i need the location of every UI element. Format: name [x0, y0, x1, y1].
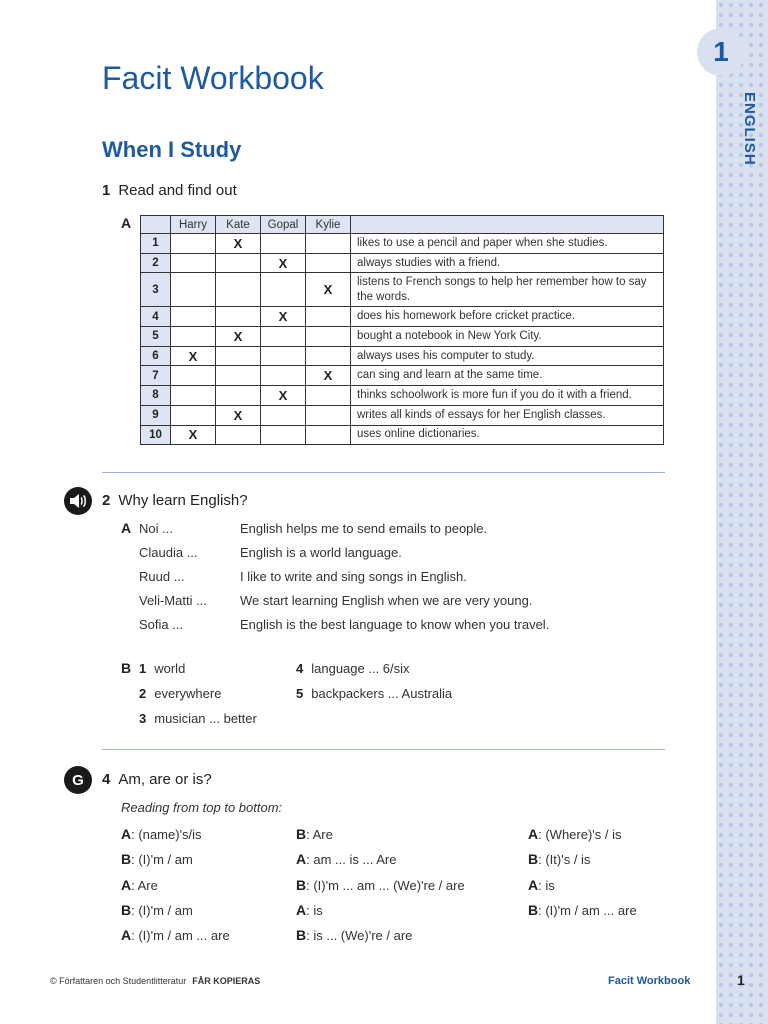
answer-grid	[140, 215, 664, 445]
section-1-heading	[102, 182, 237, 199]
grid-row	[141, 405, 664, 425]
grid-corner	[141, 216, 171, 234]
dialogue-answer	[528, 902, 637, 918]
grid-mark-cell	[261, 346, 306, 366]
grid-row	[141, 327, 664, 347]
speaker-letter: A	[121, 927, 132, 944]
section-2-part-b: B	[121, 660, 132, 676]
statement-cell: uses online dictionaries.	[351, 425, 664, 445]
speaker-icon	[64, 487, 92, 515]
b-answer-item	[139, 711, 257, 726]
grid-mark-cell	[171, 386, 216, 406]
dialogue-answer	[296, 902, 323, 918]
answer-text: : (name)'s/is	[131, 827, 202, 842]
grid-mark-cell: X	[171, 346, 216, 366]
b-answer-text: backpackers ... Australia	[311, 686, 453, 701]
statement-cell: thinks schoolwork is more fun if you do it with a friend.	[351, 386, 664, 406]
b-answer-item	[139, 661, 185, 676]
dialogue-answer	[528, 826, 622, 842]
grid-mark-cell	[306, 386, 351, 406]
reason-speaker: Ruud ...	[139, 569, 185, 584]
section-4-heading	[102, 771, 212, 788]
reason-speaker: Claudia ...	[139, 545, 198, 560]
grid-mark-cell	[171, 366, 216, 386]
dialogue-answer	[528, 851, 590, 867]
answer-text: : (Where)'s / is	[538, 827, 622, 842]
answer-text: : (I)'m / am ... are	[538, 902, 637, 918]
dialogue-answer	[121, 851, 193, 867]
grid-mark-cell: X	[261, 386, 306, 406]
speaker-letter: B	[528, 851, 539, 868]
statement-cell: likes to use a pencil and paper when she studies.	[351, 234, 664, 254]
grid-mark-cell	[216, 386, 261, 406]
b-answer-text: everywhere	[154, 686, 222, 701]
grid-mark-cell	[261, 273, 306, 307]
speaker-letter: B	[296, 876, 307, 893]
row-number: 10	[141, 425, 171, 445]
grid-mark-cell	[171, 234, 216, 254]
b-answer-text: language ... 6/six	[311, 661, 410, 676]
section-4-instruction: Reading from top to bottom:	[121, 800, 283, 815]
reason-speaker: Noi ...	[139, 521, 173, 536]
grid-mark-cell	[216, 366, 261, 386]
row-number: 4	[141, 307, 171, 327]
speaker-letter: B	[528, 901, 539, 918]
row-number: 6	[141, 346, 171, 366]
row-number: 1	[141, 234, 171, 254]
speaker-letter: A	[121, 876, 132, 893]
grid-row	[141, 253, 664, 273]
row-number: 8	[141, 386, 171, 406]
dialogue-answer	[121, 877, 158, 893]
speaker-letter: B	[296, 826, 307, 842]
speaker-letter: A	[528, 826, 539, 842]
speaker-letter: B	[121, 851, 132, 868]
b-answer-text: world	[154, 661, 186, 676]
section-2-title: Why learn English?	[118, 492, 248, 509]
subject-label: ENGLISH	[741, 92, 758, 166]
grid-mark-cell	[216, 273, 261, 307]
statement-cell: does his homework before cricket practice.	[351, 307, 664, 327]
dialogue-answer	[296, 826, 333, 842]
b-answer-item	[296, 661, 410, 676]
grid-col-header: Gopal	[261, 216, 306, 234]
dialogue-answer	[296, 877, 465, 893]
section-1-part-a: A	[121, 215, 132, 231]
dialogue-answer	[296, 851, 396, 867]
b-answer-number: 3	[139, 711, 147, 726]
grid-mark-cell	[306, 425, 351, 445]
row-number: 5	[141, 327, 171, 347]
row-number: 3	[141, 273, 171, 307]
row-number: 2	[141, 253, 171, 273]
grid-statement-header	[351, 216, 664, 234]
statement-cell: bought a notebook in New York City.	[351, 327, 664, 347]
grid-col-header: Harry	[171, 216, 216, 234]
grid-mark-cell	[216, 346, 261, 366]
grid-row	[141, 386, 664, 406]
footer-book-title: Facit Workbook	[608, 975, 691, 987]
grammar-icon	[64, 766, 92, 794]
b-answer-item	[139, 686, 221, 701]
section-1-title: Read and find out	[118, 182, 237, 199]
b-answer-number: 5	[296, 686, 304, 701]
section-4-title: Am, are or is?	[118, 771, 212, 788]
grid-mark-cell	[171, 307, 216, 327]
chapter-number: 1	[697, 28, 745, 76]
answer-text: : is	[306, 902, 323, 918]
grid-mark-cell: X	[261, 253, 306, 273]
b-answer-number: 1	[139, 661, 147, 676]
grid-mark-cell: X	[171, 425, 216, 445]
grid-mark-cell	[261, 405, 306, 425]
dialogue-answer	[121, 927, 230, 943]
grid-mark-cell: X	[306, 273, 351, 307]
grid-mark-cell	[216, 253, 261, 273]
grid-mark-cell	[171, 327, 216, 347]
grid-mark-cell	[306, 346, 351, 366]
reason-text: We start learning English when we are very young.	[240, 593, 533, 608]
grid-mark-cell	[216, 425, 261, 445]
grid-row	[141, 425, 664, 445]
answer-text: : (I)'m / am	[131, 852, 193, 868]
grid-mark-cell: X	[261, 307, 306, 327]
page-number: 1	[737, 972, 745, 988]
row-number: 7	[141, 366, 171, 386]
grid-row	[141, 366, 664, 386]
speaker-letter: A	[121, 826, 132, 842]
speaker-letter: A	[528, 876, 539, 893]
section-2-number: 2	[102, 492, 111, 509]
answer-text: : (I)'m ... am ... (We)'re / are	[306, 877, 465, 893]
grid-mark-cell	[306, 405, 351, 425]
page-subtitle: When I Study	[102, 137, 242, 162]
row-number: 9	[141, 405, 171, 425]
reason-text: English is a world language.	[240, 545, 402, 560]
dialogue-answer	[528, 877, 555, 893]
statement-cell: always studies with a friend.	[351, 253, 664, 273]
statement-cell: writes all kinds of essays for her English classes.	[351, 405, 664, 425]
grid-row	[141, 234, 664, 254]
grid-mark-cell	[261, 327, 306, 347]
dialogue-answer	[296, 927, 412, 943]
b-answer-item	[296, 686, 452, 701]
grid-header-row	[141, 216, 664, 234]
grid-row	[141, 307, 664, 327]
speaker-letter: A	[296, 901, 307, 918]
grid-col-header: Kylie	[306, 216, 351, 234]
answer-text: : is ... (We)'re / are	[306, 928, 413, 944]
speaker-letter: A	[296, 851, 307, 868]
grid-mark-cell	[171, 253, 216, 273]
grid-mark-cell: X	[216, 234, 261, 254]
statement-cell: can sing and learn at the same time.	[351, 366, 664, 386]
statement-cell: always uses his computer to study.	[351, 346, 664, 366]
grid-mark-cell	[261, 425, 306, 445]
grid-mark-cell	[306, 234, 351, 254]
section-divider	[102, 472, 665, 473]
grid-row	[141, 346, 664, 366]
grid-mark-cell: X	[216, 327, 261, 347]
grid-mark-cell	[306, 307, 351, 327]
reason-text: I like to write and sing songs in English.	[240, 569, 467, 584]
reason-text: English is the best language to know when you travel.	[240, 617, 550, 632]
speaker-letter: B	[296, 927, 307, 944]
section-2-heading	[102, 492, 248, 509]
page-title: Facit Workbook	[102, 60, 324, 96]
answer-text: : is	[538, 877, 555, 893]
grid-col-header: Kate	[216, 216, 261, 234]
grid-mark-cell	[171, 273, 216, 307]
grid-mark-cell	[261, 366, 306, 386]
answer-text: : Are	[306, 827, 333, 842]
copy-note: FÅR KOPIERAS	[192, 976, 261, 986]
b-answer-text: musician ... better	[154, 711, 257, 726]
reason-speaker: Veli-Matti ...	[139, 593, 207, 608]
b-answer-number: 2	[139, 686, 147, 701]
grid-mark-cell	[306, 253, 351, 273]
speaker-letter: B	[121, 901, 132, 918]
answer-text: : am ... is ... Are	[306, 852, 397, 868]
section-2-part-a: A	[121, 520, 132, 536]
grid-mark-cell	[261, 234, 306, 254]
answer-text: : Are	[131, 877, 158, 893]
answer-text: : (It)'s / is	[538, 852, 591, 868]
section-1-number: 1	[102, 182, 111, 199]
grid-row	[141, 273, 664, 307]
section-divider	[102, 749, 665, 750]
dialogue-answer	[121, 902, 193, 918]
grid-mark-cell	[171, 405, 216, 425]
answer-text: : (I)'m / am ... are	[131, 928, 230, 944]
answer-text: : (I)'m / am	[131, 902, 193, 918]
footer-copyright	[50, 976, 260, 986]
grid-mark-cell	[216, 307, 261, 327]
section-4-number: 4	[102, 771, 111, 788]
statement-cell: listens to French songs to help her remember how to say the words.	[351, 273, 664, 307]
copyright-text: © Författaren och Studentlitteratur	[50, 976, 187, 986]
grid-mark-cell: X	[306, 366, 351, 386]
reason-text: English helps me to send emails to people.	[240, 521, 488, 536]
reason-speaker: Sofia ...	[139, 617, 184, 632]
grid-mark-cell	[306, 327, 351, 347]
grid-mark-cell: X	[216, 405, 261, 425]
grammar-icon-letter: G	[72, 771, 84, 789]
dialogue-answer	[121, 826, 202, 842]
b-answer-number: 4	[296, 661, 304, 676]
